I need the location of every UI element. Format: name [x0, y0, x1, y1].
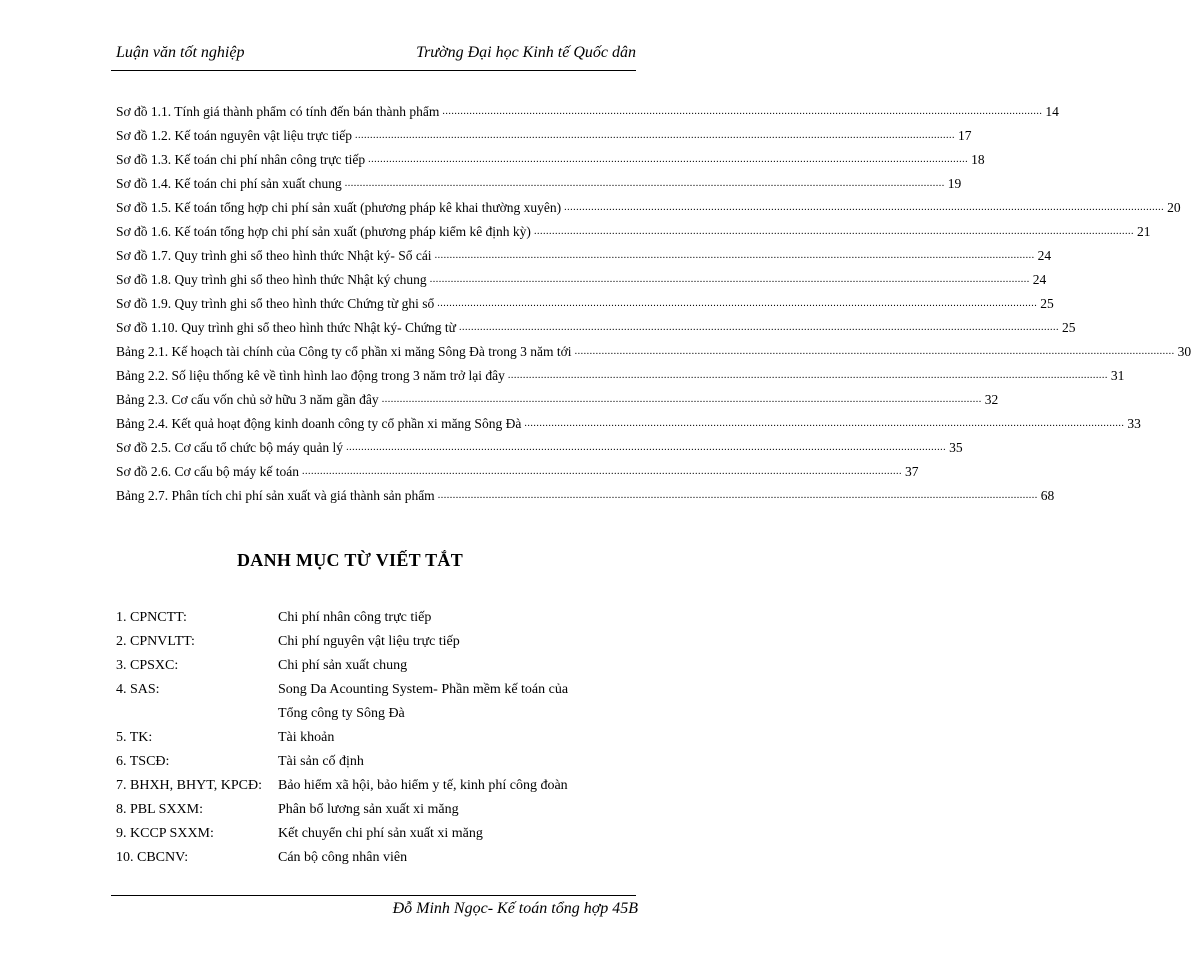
- toc-entry-title: Sơ đồ 1.6. Kế toán tổng hợp chi phí sản xuất (phương pháp kiểm kê định kỳ): [116, 224, 531, 239]
- toc-entry-page: 17: [958, 128, 972, 143]
- toc-leader-dots: ........................................................................................................................................................................................................: [368, 154, 969, 165]
- toc-entry-title: Sơ đồ 1.8. Quy trình ghi sổ theo hình thức Nhật ký chung: [116, 272, 427, 287]
- abbreviation-value: Song Da Acounting System- Phần mềm kế toán của: [278, 682, 569, 697]
- toc-entry-title: Sơ đồ 2.6. Cơ cấu bộ máy kế toán: [116, 464, 300, 479]
- toc-entry: [116, 292, 1054, 316]
- abbreviation-key: 6. TSCĐ:: [116, 754, 170, 769]
- toc-leader-dots: ........................................................................................................................................................................................................: [346, 442, 947, 453]
- toc-entry-title: Sơ đồ 1.9. Quy trình ghi sổ theo hình thức Chứng từ ghi sổ: [116, 296, 435, 311]
- toc-leader-dots: ........................................................................................................................................................................................................: [437, 298, 1038, 309]
- toc-entry-page: 32: [984, 392, 999, 407]
- abbreviation-value: Chi phí sản xuất chung: [278, 658, 408, 673]
- toc-entry: [116, 268, 1047, 292]
- abbreviation-row: [116, 798, 636, 822]
- abbreviation-title: DANH MỤC TỪ VIẾT TẮT: [236, 550, 464, 570]
- toc-leader-dots: ........................................................................................................................................................................................................: [524, 418, 1125, 429]
- toc-entry-page: 24: [1037, 248, 1052, 263]
- toc-entry: [116, 412, 1141, 436]
- toc-entry-title: Sơ đồ 2.5. Cơ cấu tổ chức bộ máy quản lý: [116, 440, 344, 455]
- toc-entry: [116, 220, 1151, 244]
- abbreviation-key: 10. CBCNV:: [116, 850, 189, 865]
- toc-leader-dots: ........................................................................................................................................................................................................: [302, 466, 903, 477]
- toc-entry: [116, 148, 985, 172]
- toc-entry-page: 31: [1110, 368, 1125, 383]
- header-right: Trường Đại học Kinh tế Quốc dân: [416, 44, 636, 61]
- footer-divider: [111, 895, 636, 896]
- toc-entry-page: 37: [905, 464, 919, 479]
- toc-entry: [116, 388, 999, 412]
- abbreviation-row: [116, 774, 636, 798]
- abbreviation-row: [116, 750, 636, 774]
- toc-entry-page: 25: [1040, 296, 1054, 311]
- toc-entry: [116, 364, 1125, 388]
- toc-entry-page: 33: [1127, 416, 1141, 431]
- toc-leader-dots: ........................................................................................................................................................................................................: [533, 226, 1134, 237]
- toc-entry-page: 30: [1177, 344, 1191, 359]
- toc-leader-dots: ........................................................................................................................................................................................................: [429, 274, 1030, 285]
- abbreviation-key: 7. BHXH, BHYT, KPCĐ:: [116, 778, 262, 793]
- toc-leader-dots: ........................................................................................................................................................................................................: [442, 106, 1043, 117]
- toc-entry: [116, 484, 1055, 508]
- toc-entry-page: 21: [1136, 224, 1151, 239]
- page-header: [116, 44, 636, 70]
- header-divider: [111, 70, 636, 71]
- figure-table-list: [116, 100, 1191, 508]
- toc-leader-dots: ........................................................................................................................................................................................................: [381, 394, 982, 405]
- toc-entry-title: Bảng 2.4. Kết quả hoạt động kinh doanh công ty cổ phần xi măng Sông Đà: [116, 416, 522, 431]
- abbreviation-value: Tài khoản: [278, 730, 335, 745]
- abbreviation-key: 3. CPSXC:: [116, 658, 179, 673]
- abbreviation-list: [116, 606, 636, 870]
- toc-entry-title: Sơ đồ 1.7. Quy trình ghi sổ theo hình thức Nhật ký- Sổ cái: [116, 248, 432, 263]
- toc-entry-title: Bảng 2.3. Cơ cấu vốn chủ sở hữu 3 năm gần đây: [116, 392, 379, 407]
- toc-entry: [116, 340, 1191, 364]
- abbreviation-value: Tài sản cố định: [278, 754, 364, 769]
- abbreviation-key: [116, 702, 278, 726]
- abbreviation-row: [116, 726, 636, 750]
- toc-leader-dots: ........................................................................................................................................................................................................: [434, 250, 1035, 261]
- toc-entry-title: Sơ đồ 1.10. Quy trình ghi sổ theo hình thức Nhật ký- Chứng từ: [116, 320, 456, 335]
- toc-entry: [116, 172, 962, 196]
- abbreviation-value: Chi phí nhân công trực tiếp: [278, 610, 432, 625]
- abbreviation-row: [116, 678, 636, 702]
- toc-entry: [116, 124, 972, 148]
- toc-entry-title: Sơ đồ 1.4. Kế toán chi phí sản xuất chung: [116, 176, 342, 191]
- abbreviation-row: [116, 822, 636, 846]
- abbreviation-row: [116, 846, 636, 870]
- toc-leader-dots: ........................................................................................................................................................................................................: [458, 322, 1059, 333]
- toc-leader-dots: ........................................................................................................................................................................................................: [344, 178, 945, 189]
- abbreviation-key: 8. PBL SXXM:: [116, 802, 204, 817]
- toc-leader-dots: ........................................................................................................................................................................................................: [507, 370, 1108, 381]
- toc-entry-page: 20: [1167, 200, 1181, 215]
- abbreviation-key: 1. CPNCTT:: [116, 610, 187, 625]
- toc-entry-page: 19: [947, 176, 962, 191]
- toc-entry: [116, 196, 1181, 220]
- toc-entry-title: Sơ đồ 1.1. Tính giá thành phẩm có tính đến bán thành phẩm: [116, 104, 440, 119]
- toc-entry-page: 24: [1032, 272, 1047, 287]
- abbreviation-key: 2. CPNVLTT:: [116, 634, 195, 649]
- toc-entry-page: 35: [949, 440, 963, 455]
- abbreviation-row: [116, 606, 636, 630]
- page-footer: Đỗ Minh Ngọc- Kế toán tổng hợp 45B: [392, 900, 638, 917]
- toc-entry: [116, 100, 1059, 124]
- header-left: Luận văn tốt nghiệp: [116, 44, 245, 61]
- abbreviation-row: [116, 630, 636, 654]
- toc-entry-page: 18: [971, 152, 985, 167]
- toc-leader-dots: ........................................................................................................................................................................................................: [574, 346, 1175, 357]
- toc-entry-title: Sơ đồ 1.2. Kế toán nguyên vật liệu trực tiếp: [116, 128, 353, 143]
- toc-entry-title: Sơ đồ 1.5. Kế toán tổng hợp chi phí sản xuất (phương pháp kê khai thường xuyên): [116, 200, 562, 215]
- abbreviation-key: 4. SAS:: [116, 682, 160, 697]
- toc-entry: [116, 244, 1052, 268]
- toc-entry-title: Bảng 2.2. Số liệu thống kê về tình hình lao động trong 3 năm trở lại đây: [116, 368, 505, 383]
- toc-leader-dots: ........................................................................................................................................................................................................: [437, 490, 1038, 501]
- toc-entry-page: 14: [1045, 104, 1059, 119]
- abbreviation-value: Chi phí nguyên vật liệu trực tiếp: [278, 634, 460, 649]
- toc-leader-dots: ........................................................................................................................................................................................................: [564, 202, 1165, 213]
- toc-entry-page: 68: [1040, 488, 1055, 503]
- toc-entry: [116, 436, 963, 460]
- toc-leader-dots: ........................................................................................................................................................................................................: [355, 130, 956, 141]
- abbreviation-value: Cán bộ công nhân viên: [278, 850, 408, 865]
- toc-entry-title: Bảng 2.1. Kế hoạch tài chính của Công ty cổ phần xi măng Sông Đà trong 3 năm tới: [116, 344, 572, 359]
- abbreviation-value: Tổng công ty Sông Đà: [278, 706, 405, 721]
- abbreviation-key: 9. KCCP SXXM:: [116, 826, 214, 841]
- abbreviation-key: 5. TK:: [116, 730, 153, 745]
- abbreviation-value: Phân bổ lương sản xuất xi măng: [278, 802, 459, 817]
- toc-entry-title: Bảng 2.7. Phân tích chi phí sản xuất và giá thành sản phẩm: [116, 488, 435, 503]
- abbreviation-row: [116, 702, 636, 726]
- abbreviation-value: Kết chuyển chi phí sản xuất xi măng: [278, 826, 483, 841]
- toc-entry-title: Sơ đồ 1.3. Kế toán chi phí nhân công trực tiếp: [116, 152, 366, 167]
- abbreviation-value: Bảo hiểm xã hội, bảo hiểm y tế, kinh phí công đoàn: [278, 778, 568, 793]
- toc-entry-page: 25: [1061, 320, 1076, 335]
- toc-entry: [116, 316, 1076, 340]
- abbreviation-row: [116, 654, 636, 678]
- toc-entry: [116, 460, 919, 484]
